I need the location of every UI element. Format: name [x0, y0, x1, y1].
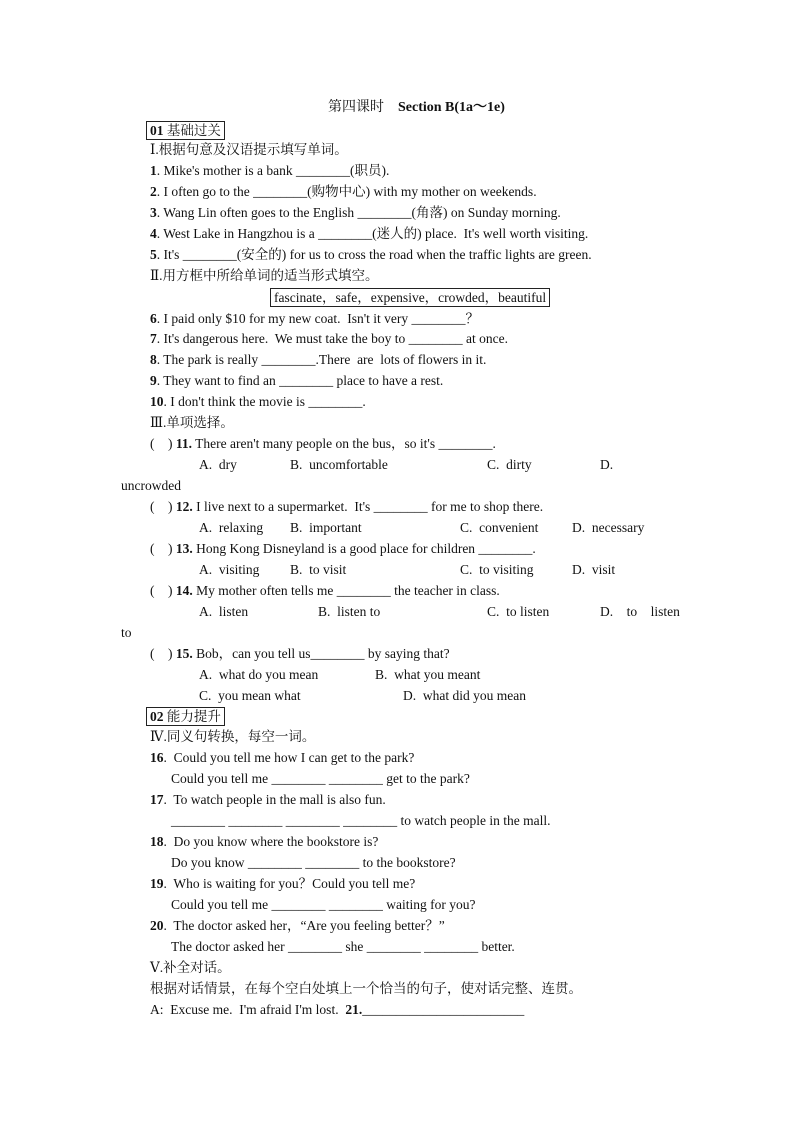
answer-18: Do you know ________ ________ to the bookstore? — [171, 855, 456, 870]
q13-option-a: A. visiting — [199, 562, 260, 577]
blank-21: ________________________ — [362, 1002, 525, 1017]
part5-heading: Ⅴ.补全对话。 — [150, 960, 231, 975]
question-18: 18. Do you know where the bookstore is? — [150, 834, 379, 849]
dialogue-line-a: A: Excuse me. I'm afraid I'm lost. 21.________________________ — [150, 1002, 525, 1017]
q11-option-d-wrap: uncrowded — [121, 478, 181, 493]
q11-option-a: A. dry — [199, 457, 237, 472]
q12-option-b: B. important — [290, 520, 362, 535]
section-02-tag: 02 能力提升 — [146, 707, 225, 726]
question-9: 9. They want to find an ________ place to have a rest. — [150, 373, 444, 388]
answer-17: ________ ________ ________ ________ to watch people in the mall. — [171, 813, 551, 828]
section-title: Section B(1a～1e) — [398, 100, 505, 115]
part3-heading: Ⅲ.单项选择。 — [150, 415, 234, 430]
page-title — [328, 100, 505, 116]
question-13: ( ) 13. Hong Kong Disneyland is a good place for children ________. — [150, 541, 536, 556]
question-3: 3. Wang Lin often goes to the English ________(角落) on Sunday morning. — [150, 205, 561, 220]
word-box: fascinate，safe，expensive，crowded，beautiful — [270, 288, 550, 307]
q11-option-b: B. uncomfortable — [290, 457, 388, 472]
part1-heading: Ⅰ.根据句意及汉语提示填写单词。 — [150, 142, 348, 157]
q12-option-c: C. convenient — [460, 520, 539, 535]
section-01-text: 基础过关 — [166, 123, 221, 138]
q15-option-a: A. what do you mean — [199, 667, 319, 682]
question-7: 7. It's dangerous here. We must take the boy to ________ at once. — [150, 331, 509, 346]
q13-option-d: D. visit — [572, 562, 616, 577]
q14-option-d-wrap: to — [121, 625, 132, 640]
part4-heading: Ⅳ.同义句转换，每空一词。 — [150, 729, 316, 744]
question-16: 16. Could you tell me how I can get to the park? — [150, 750, 415, 765]
question-11: ( ) 11. There aren't many people on the bus，so it's ________. — [150, 436, 496, 451]
question-5: 5. It's ________(安全的) for us to cross the road when the traffic lights are green. — [150, 247, 592, 262]
part2-heading: Ⅱ.用方框中所给单词的适当形式填空。 — [150, 268, 379, 283]
section-02-text: 能力提升 — [166, 709, 221, 724]
question-4: 4. West Lake in Hangzhou is a ________(迷人的) place. It's well worth visiting. — [150, 226, 589, 241]
q11-option-d: D. — [600, 457, 614, 472]
question-14: ( ) 14. My mother often tells me ________ the teacher in class. — [150, 583, 500, 598]
q15-option-d: D. what did you mean — [403, 688, 526, 703]
answer-19: Could you tell me ________ ________ waiting for you? — [171, 897, 476, 912]
q11-option-c: C. dirty — [487, 457, 532, 472]
question-10: 10. I don't think the movie is ________. — [150, 394, 366, 409]
q15-option-b: B. what you meant — [375, 667, 481, 682]
question-1: 1. Mike's mother is a bank ________(职员). — [150, 163, 390, 178]
question-17: 17. To watch people in the mall is also fun. — [150, 792, 386, 807]
q12-option-d: D. necessary — [572, 520, 645, 535]
question-8: 8. The park is really ________.There are lots of flowers in it. — [150, 352, 487, 367]
q15-option-c: C. you mean what — [199, 688, 301, 703]
q14-option-c: C. to listen — [487, 604, 550, 619]
question-19: 19. Who is waiting for you？Could you tell me? — [150, 876, 416, 891]
q14-option-b: B. listen to — [318, 604, 381, 619]
q12-option-a: A. relaxing — [199, 520, 264, 535]
part5-instruction: 根据对话情景，在每个空白处填上一个恰当的句子，使对话完整、连贯。 — [150, 981, 582, 996]
q13-option-c: C. to visiting — [460, 562, 534, 577]
q14-option-d: D. to listen — [600, 604, 680, 619]
q13-option-b: B. to visit — [290, 562, 347, 577]
question-2: 2. I often go to the ________(购物中心) with my mother on weekends. — [150, 184, 537, 199]
question-20: 20. The doctor asked her，“Are you feeling better？” — [150, 918, 445, 933]
answer-20: The doctor asked her ________ she ________ ________ better. — [171, 939, 515, 954]
question-15: ( ) 15. Bob，can you tell us________ by saying that? — [150, 646, 450, 661]
q14-option-a: A. listen — [199, 604, 249, 619]
question-6: 6. I paid only $10 for my new coat. Isn't it very ________？ — [150, 311, 480, 326]
answer-16: Could you tell me ________ ________ get to the park? — [171, 771, 470, 786]
question-12: ( ) 12. I live next to a supermarket. It's ________ for me to shop there. — [150, 499, 544, 514]
lesson-label: 第四课时 — [328, 100, 384, 115]
section-01-tag: 01 基础过关 — [146, 121, 225, 140]
